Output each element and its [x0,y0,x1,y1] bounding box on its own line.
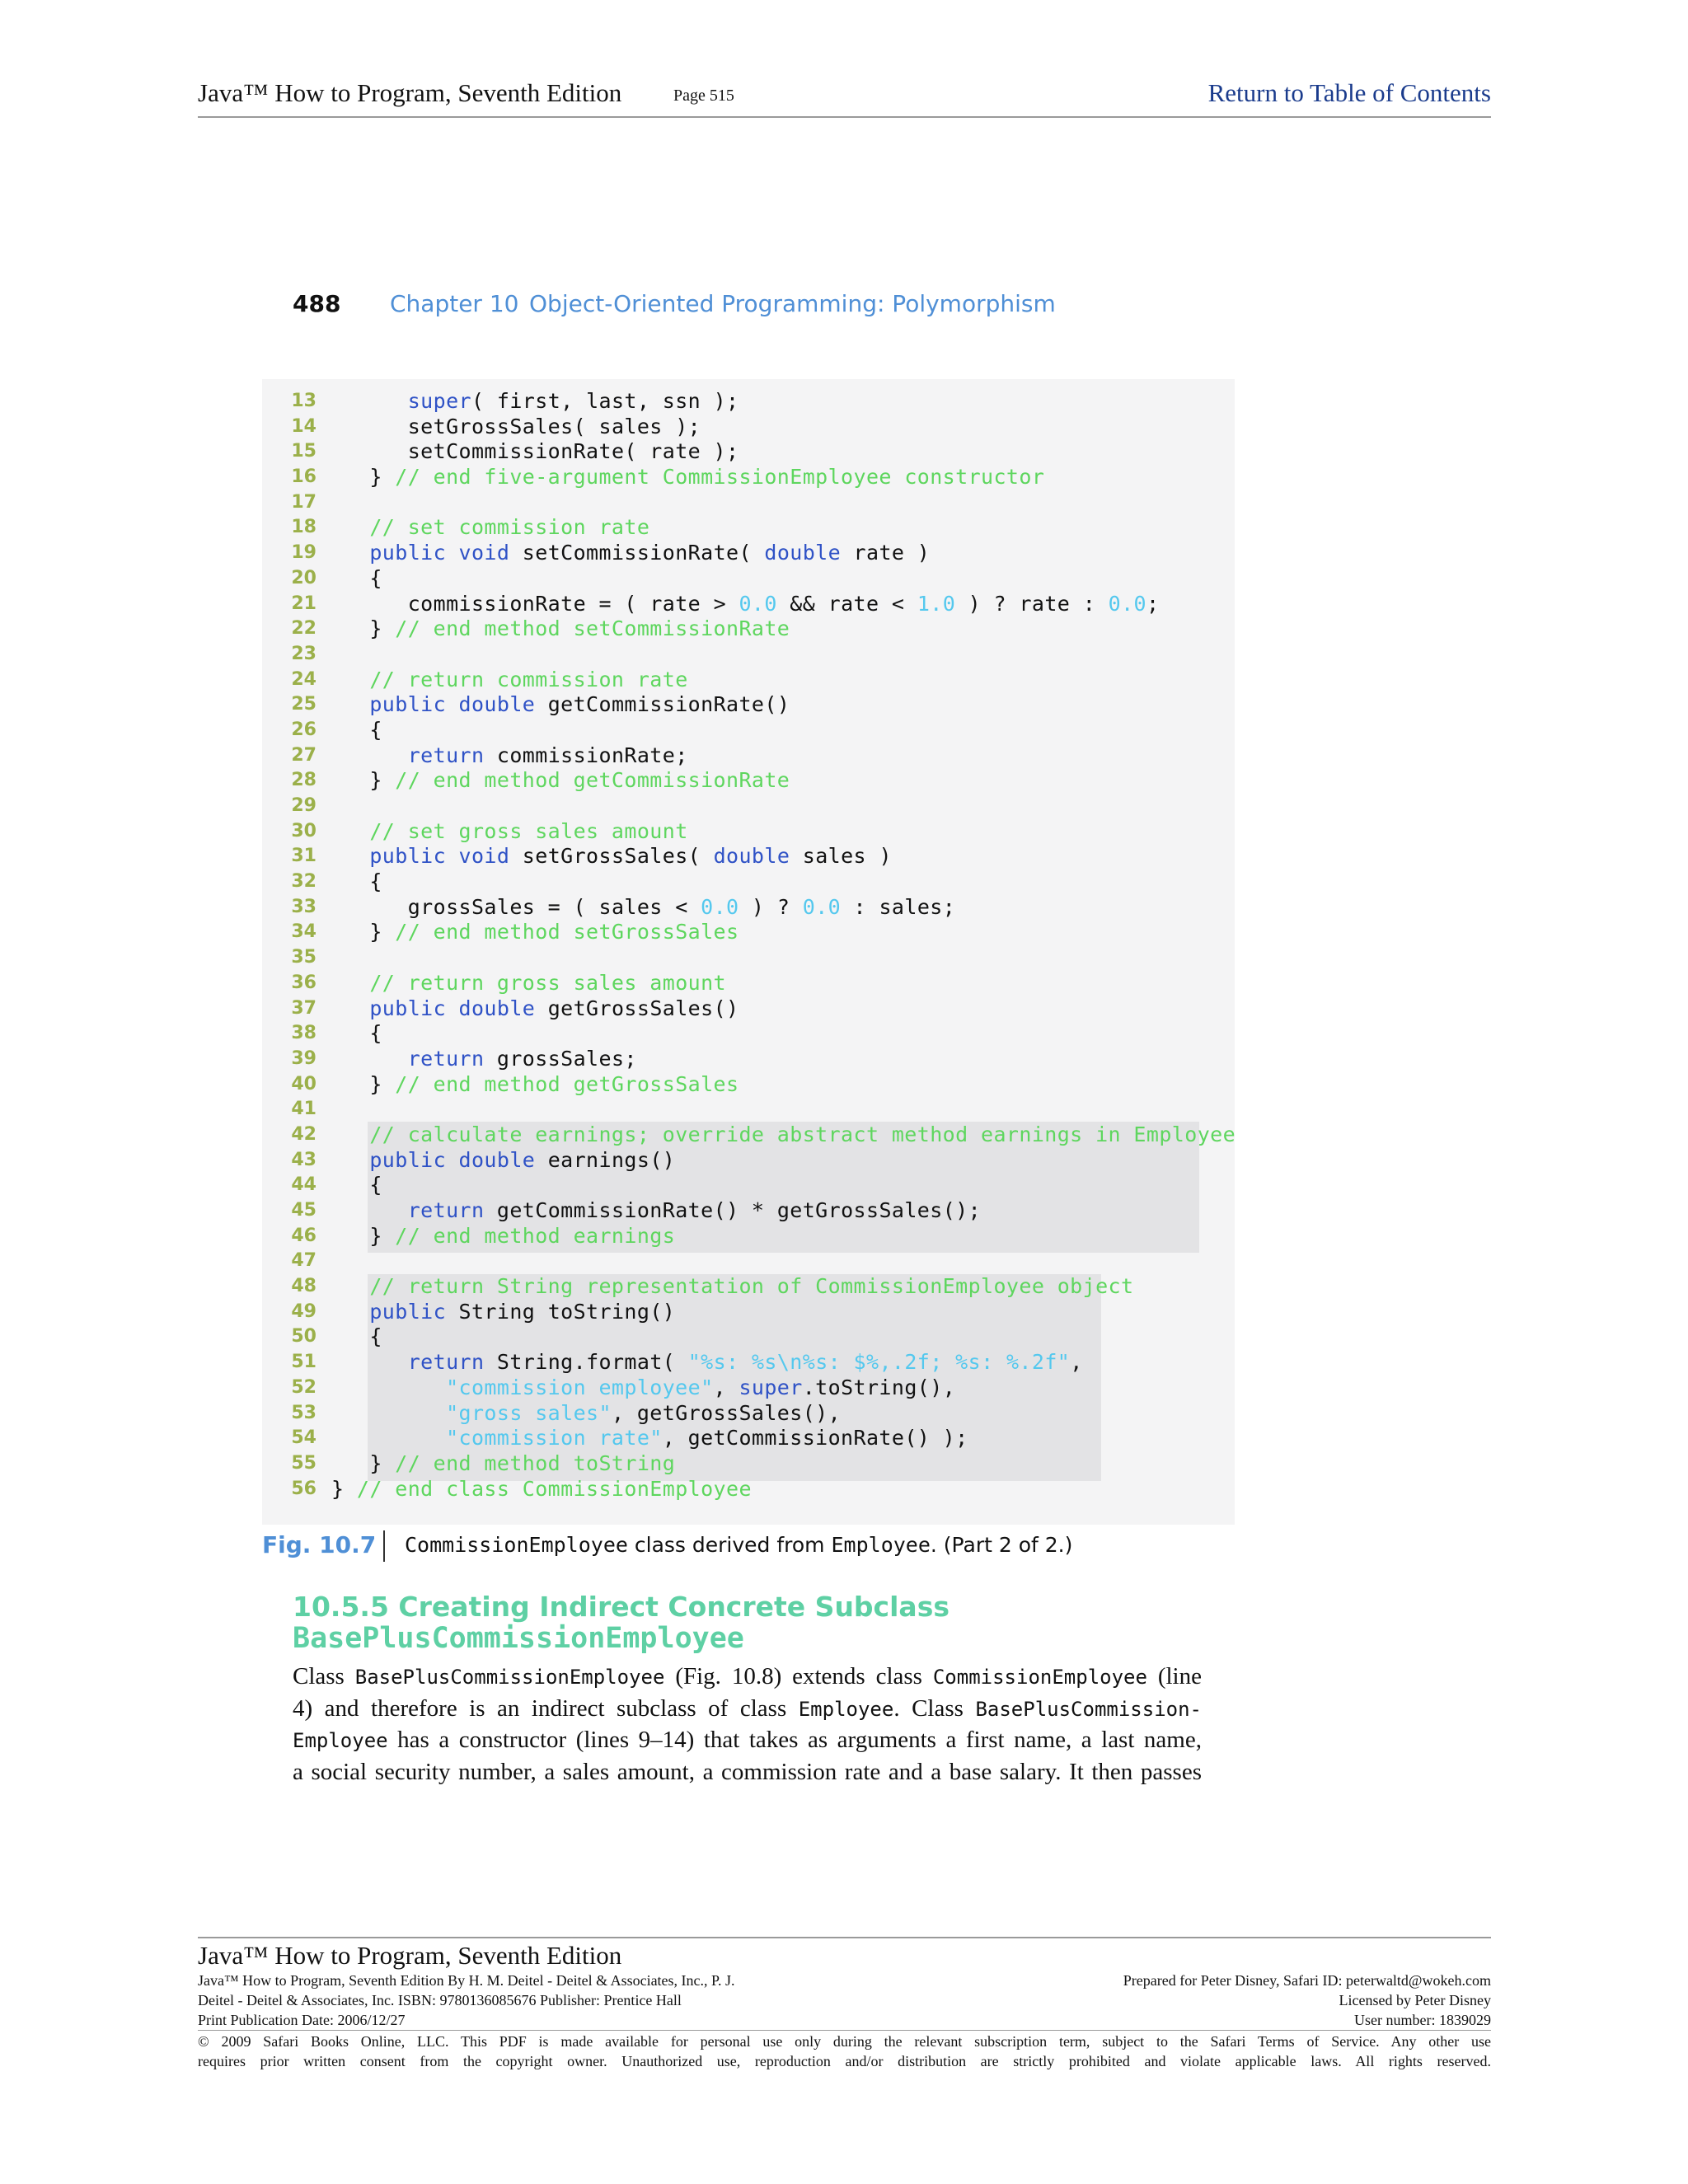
header-book-title: Java™ How to Program, Seventh Edition [198,78,622,107]
footer-print-date: Print Publication Date: 2006/12/27 [198,2012,406,2028]
line-number: 25 [291,694,316,715]
line-source: return grossSales; [407,1046,637,1071]
line-number: 26 [291,719,316,740]
text-run: (line [1146,1663,1202,1690]
footer-isbn-info: Deitel - Deitel & Associates, Inc. ISBN: 9780136085676 Publisher: Prentice Hall [198,1992,682,2008]
line-number: 31 [291,846,316,867]
footer-copyright: © 2009 Safari Books Online, LLC. This PDF is made available for personal use only during the relevant subscription term, subject to the Safari Terms of Service. Any other use [198,2033,1491,2050]
line-source: } // end method getGrossSales [331,1071,739,1096]
section-heading: 10.5.5 Creating Indirect Concrete Subclass [293,1591,950,1623]
line-number: 21 [291,593,316,614]
line-source: "gross sales", getGrossSales(), [446,1400,842,1425]
line-number: 34 [291,921,316,943]
line-source: public String toString() [369,1299,676,1324]
footer-licensed-by: Licensed by Peter Disney [1339,1992,1491,2008]
paragraph-line [293,1725,1202,1757]
line-source: public double earnings() [369,1147,676,1172]
text-run: 4) and therefore is an indirect subclass of class [293,1694,799,1722]
line-source: { [331,1173,382,1197]
line-number: 45 [291,1200,316,1221]
footer-publication-info: Java™ How to Program, Seventh Edition By H. M. Deitel - Deitel & Associates, Inc., P. J. [198,1972,735,1989]
line-source: // return String representation of CommissionEmployee object [369,1274,1134,1299]
paragraph-line [293,1694,1202,1726]
line-source: setGrossSales( sales ); [407,414,701,438]
line-number: 47 [291,1250,316,1272]
line-source: // return gross sales amount [369,970,726,995]
line-source: } // end five-argument CommissionEmployee constructor [331,465,1045,490]
line-source: } // end method toString [331,1451,676,1475]
line-source: // calculate earnings; override abstract method earnings in Employee [369,1122,1236,1146]
figure-label: Fig. 10.7 [262,1531,377,1558]
footer-user-number: User number: 1839029 [1354,2012,1491,2028]
line-number: 22 [291,618,316,640]
line-number: 49 [291,1301,316,1322]
line-source: super( first, last, ssn ); [407,389,739,413]
code-run: BasePlusCommissionEmployee [354,1666,665,1689]
line-source: { [331,1021,382,1046]
figure-caption-divider [383,1530,385,1562]
text-run: . Class [893,1694,976,1722]
line-number: 54 [291,1427,316,1449]
header-divider [198,116,1491,118]
line-number: 24 [291,668,316,690]
line-source: public void setCommissionRate( double rate ) [369,541,931,565]
footer-copyright-terms: requires prior written consent from the copyright owner. Unauthorized use, reproduction and/or distribution are strictly prohibited and violate applicable laws. All rights reserved. [198,2053,1491,2069]
line-source: // set commission rate [369,515,650,540]
line-number: 16 [291,466,316,488]
footer-prepared-for: Prepared for Peter Disney, Safari ID: peterwaltd@wokeh.com [1123,1972,1491,1989]
line-source: commissionRate = ( rate > 0.0 && rate < 1.0 ) ? rate : 0.0; [407,591,1160,616]
caption-text: class derived from [627,1533,832,1557]
figure-caption [405,1533,1072,1557]
line-source: // return commission rate [369,667,688,691]
line-number: 46 [291,1225,316,1246]
caption-part-text: . (Part 2 of 2.) [930,1533,1073,1557]
line-source: { [331,1324,382,1349]
line-source: } // end method earnings [331,1223,676,1248]
line-source: return String.format( "%s: %s\n%s: $%,.2f; %s: %.2f", [407,1350,1083,1375]
line-source: } // end method getCommissionRate [331,768,790,793]
line-number: 19 [291,542,316,564]
line-number: 23 [291,643,316,664]
line-number: 55 [291,1452,316,1474]
code-run: CommissionEmployee [932,1666,1147,1689]
footer-book-title: Java™ How to Program, Seventh Edition [198,1941,622,1970]
line-source: } // end method setGrossSales [331,920,739,944]
line-number: 40 [291,1073,316,1094]
line-number: 53 [291,1402,316,1423]
line-source: public double getGrossSales() [369,996,739,1020]
line-number: 17 [291,491,316,513]
chapter-title: Object-Oriented Programming: Polymorphism [529,290,1056,317]
line-number: 14 [291,415,316,437]
line-number: 27 [291,744,316,766]
paragraph-line: a social security number, a sales amount, a commission rate and a base salary. It then passes [293,1758,1202,1785]
line-source: "commission rate", getCommissionRate() ); [446,1426,968,1451]
line-number: 28 [291,770,316,791]
line-number: 20 [291,567,316,588]
line-source: grossSales = ( sales < 0.0 ) ? 0.0 : sales; [407,894,956,919]
line-number: 36 [291,972,316,993]
code-run: Employee [293,1729,388,1752]
body-paragraph [293,1661,1202,1788]
line-number: 37 [291,997,316,1019]
chapter-label: Chapter 10 [390,290,519,317]
line-source: public void setGrossSales( double sales ) [369,844,892,869]
line-number: 32 [291,871,316,893]
line-number: 51 [291,1352,316,1373]
line-source: { [331,869,382,894]
line-number: 56 [291,1478,316,1499]
line-number: 48 [291,1276,316,1297]
code-run: BasePlusCommission- [975,1697,1202,1721]
line-source: public double getCommissionRate() [369,692,790,717]
line-number: 29 [291,795,316,816]
paragraph-line [293,1661,1202,1694]
line-source: } // end class CommissionEmployee [331,1476,752,1501]
caption-code-commissionemployee: CommissionEmployee [405,1533,628,1557]
line-source: { [331,717,382,742]
code-run: Employee [798,1697,894,1721]
line-number: 39 [291,1047,316,1069]
line-source: { [331,565,382,590]
line-source: // set gross sales amount [369,818,688,843]
text-run: (Fig. 10.8) extends class [664,1663,933,1690]
footer-copyright-divider [198,2030,1491,2031]
line-number: 42 [291,1123,316,1145]
line-number: 18 [291,517,316,538]
line-number: 33 [291,896,316,917]
line-number: 52 [291,1376,316,1398]
book-page-number: 488 [293,290,341,317]
section-heading-class-name: BasePlusCommissionEmployee [293,1622,744,1655]
line-source: "commission employee", super.toString(), [446,1375,956,1399]
line-number: 15 [291,441,316,462]
line-source: return getCommissionRate() * getGrossSales(); [407,1198,982,1222]
line-number: 35 [291,947,316,968]
header-page-label: Page 515 [673,87,734,105]
text-run: Class [293,1663,355,1690]
line-number: 13 [291,391,316,411]
toc-link[interactable]: Return to Table of Contents [1207,78,1491,107]
caption-code-employee: Employee [831,1533,931,1557]
text-run: has a constructor (lines 9–14) that takes as arguments a first name, a last name, [387,1727,1202,1753]
line-number: 38 [291,1023,316,1044]
line-source: } // end method setCommissionRate [331,616,790,641]
line-source: return commissionRate; [407,743,688,767]
line-number: 41 [291,1099,316,1120]
line-number: 30 [291,820,316,841]
footer-divider [198,1937,1491,1938]
line-source: setCommissionRate( rate ); [407,439,739,464]
line-number: 43 [291,1149,316,1170]
line-number: 50 [291,1326,316,1347]
line-number: 44 [291,1174,316,1196]
